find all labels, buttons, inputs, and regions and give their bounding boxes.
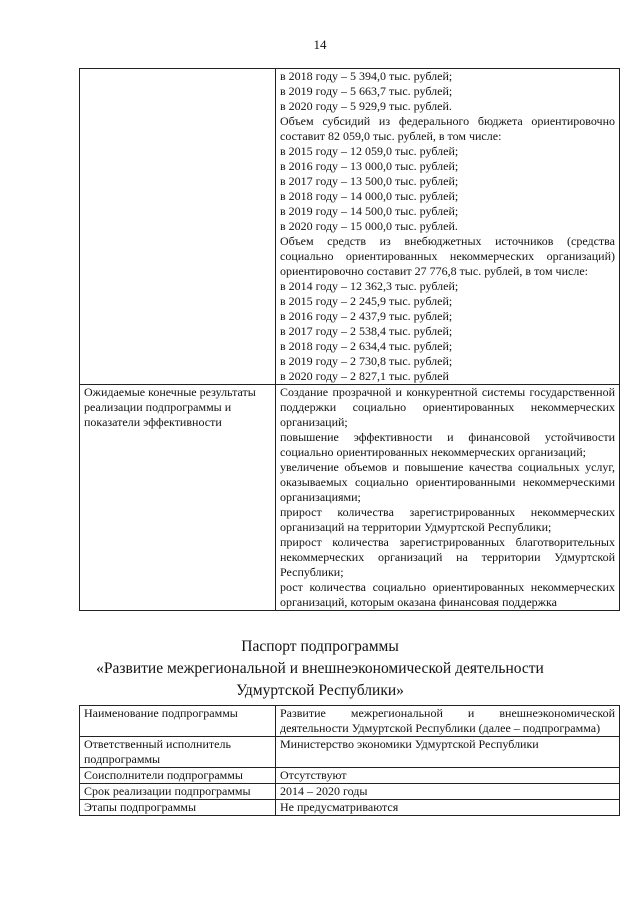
funding-label-cell xyxy=(80,69,276,385)
extra-line: в 2019 году – 2 730,8 тыс. рублей; xyxy=(280,354,453,368)
table-row xyxy=(80,800,620,816)
federal-line: в 2020 году – 15 000,0 тыс. рублей. xyxy=(280,219,458,233)
row-label: Срок реализации подпрограммы xyxy=(80,784,276,800)
page-number: 14 xyxy=(313,37,327,52)
row-value: Не предусматриваются xyxy=(276,800,620,816)
extra-line: в 2015 году – 2 245,9 тыс. рублей; xyxy=(280,294,453,308)
row-value: Министерство экономики Удмуртской Республики xyxy=(276,737,620,768)
federal-line: в 2019 году – 14 500,0 тыс. рублей; xyxy=(280,204,459,218)
row-value: Отсутствуют xyxy=(276,768,620,784)
extra-line: в 2016 году – 2 437,9 тыс. рублей; xyxy=(280,309,453,323)
results-value-cell xyxy=(276,385,620,611)
passport-title-line: «Развитие межрегиональной и внешнеэкономической деятельности xyxy=(96,660,544,677)
funding-row xyxy=(80,69,620,385)
table-row xyxy=(80,768,620,784)
funding-results-table xyxy=(79,68,620,611)
row-value: 2014 – 2020 годы xyxy=(276,784,620,800)
row-label: Соисполнители подпрограммы xyxy=(80,768,276,784)
result-item: повышение эффективности и финансовой устойчивости социально ориентированных некоммерческих организаций; xyxy=(280,430,615,459)
federal-line: в 2017 году – 13 500,0 тыс. рублей; xyxy=(280,174,459,188)
federal-line: в 2015 году – 12 059,0 тыс. рублей; xyxy=(280,144,459,158)
result-item: прирост количества зарегистрированных некоммерческих организаций на территории Удмуртской Республики; xyxy=(280,505,615,534)
funding-line: в 2020 году – 5 929,9 тыс. рублей. xyxy=(280,99,452,113)
extra-line: в 2018 году – 2 634,4 тыс. рублей; xyxy=(280,339,453,353)
table-row xyxy=(80,737,620,768)
results-label: Ожидаемые конечные результаты реализации подпрограммы и показатели эффективности xyxy=(80,385,276,611)
extra-intro-line: Объем средств из внебюджетных источников (средства xyxy=(280,234,615,248)
result-item: рост количества социально ориентированных некоммерческих организаций, которым оказана финансовая поддержка xyxy=(280,580,615,609)
row-label: Ответственный исполнитель подпрограммы xyxy=(80,737,276,768)
federal-line: в 2018 году – 14 000,0 тыс. рублей; xyxy=(280,189,459,203)
passport-title-line: Удмуртской Республики» xyxy=(236,682,404,699)
funding-line: в 2018 году – 5 394,0 тыс. рублей; xyxy=(280,69,453,83)
row-value xyxy=(276,706,620,737)
passport-title-block xyxy=(0,636,640,702)
result-item: прирост количества зарегистрированных благотворительных некоммерческих организаций на территории Удмуртской Республики; xyxy=(280,535,615,579)
row-label: Этапы подпрограммы xyxy=(80,800,276,816)
federal-intro-line: Объем субсидий из федерального бюджета ориентировочно xyxy=(280,114,615,128)
funding-value-cell xyxy=(276,69,620,385)
table-row xyxy=(80,706,620,737)
extra-line: в 2020 году – 2 827,1 тыс. рублей xyxy=(280,369,449,383)
funding-line: в 2019 году – 5 663,7 тыс. рублей; xyxy=(280,84,453,98)
results-row xyxy=(80,385,620,611)
extra-intro-line: социально ориентированных некоммерческих организаций) xyxy=(280,249,615,263)
result-item: Создание прозрачной и конкурентной системы государственной поддержки социально ориентированных некоммерческих организаций; xyxy=(280,385,615,429)
passport-table xyxy=(79,705,620,816)
federal-intro-line: составит 82 059,0 тыс. рублей, в том числе: xyxy=(280,129,502,143)
row-value-text: Развитие межрегиональной и внешнеэкономической деятельности Удмуртской Республики (далее – подпрограмма) xyxy=(280,706,615,735)
extra-line: в 2017 году – 2 538,4 тыс. рублей; xyxy=(280,324,453,338)
row-label: Наименование подпрограммы xyxy=(80,706,276,737)
extra-line: в 2014 году – 12 362,3 тыс. рублей; xyxy=(280,279,459,293)
passport-heading: Паспорт подпрограммы xyxy=(241,638,399,655)
table-row xyxy=(80,784,620,800)
federal-line: в 2016 году – 13 000,0 тыс. рублей; xyxy=(280,159,459,173)
result-item: увеличение объемов и повышение качества социальных услуг, оказываемых социально ориентированными некоммерческими организациями; xyxy=(280,460,615,504)
extra-intro-line: ориентировочно составит 27 776,8 тыс. рублей, в том числе: xyxy=(280,264,588,278)
